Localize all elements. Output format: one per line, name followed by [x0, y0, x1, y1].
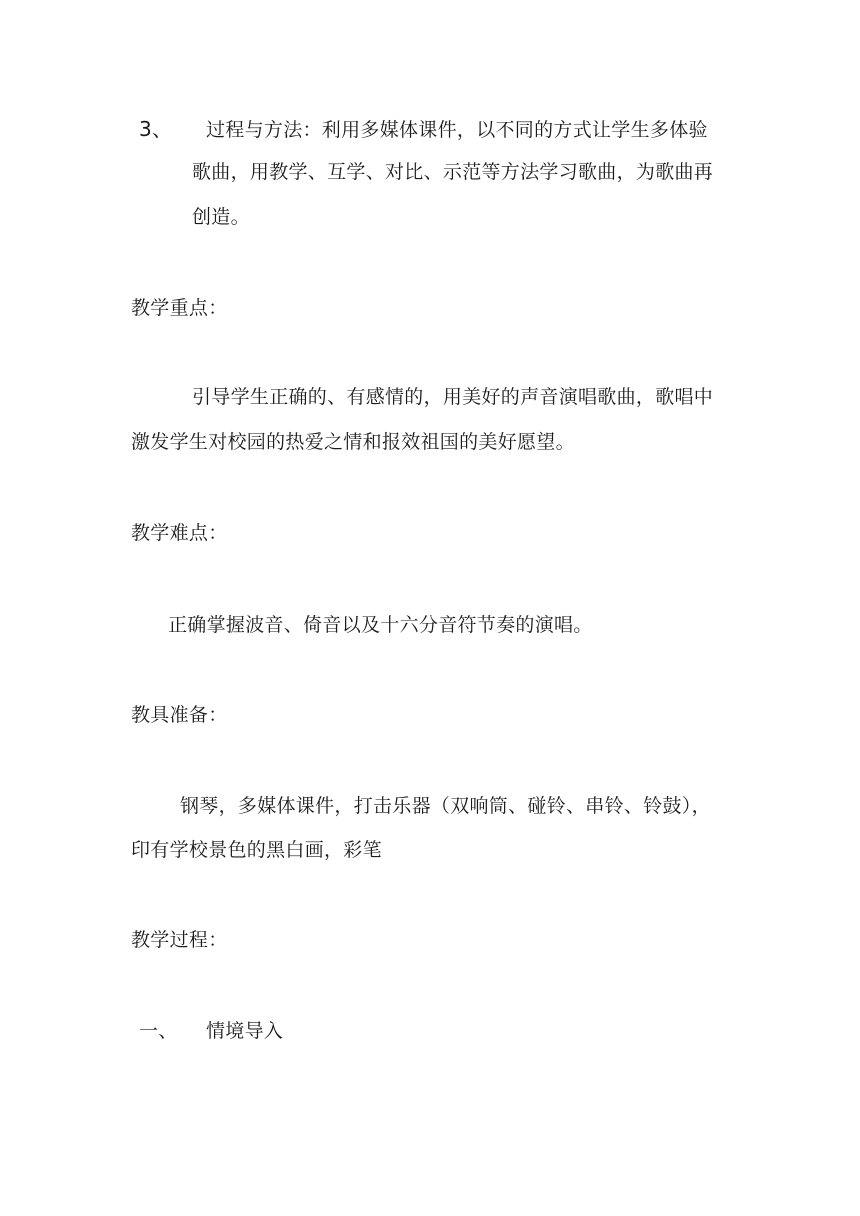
- key-points-line2: 激发学生对校园的热爱之情和报效祖国的美好愿望。: [131, 431, 575, 453]
- key-points-heading: 教学重点：: [131, 297, 228, 319]
- item3-line1: 过程与方法：利用多媒体课件，以不同的方式让学生多体验: [206, 119, 708, 141]
- materials-line2: 印有学校景色的黑白画，彩笔: [131, 839, 382, 861]
- process-heading: 教学过程：: [131, 929, 228, 951]
- item3-line2: 歌曲，用教学、互学、对比、示范等方法学习歌曲，为歌曲再: [192, 161, 714, 183]
- item-number: 3、: [139, 117, 173, 141]
- difficulties-line1: 正确掌握波音、倚音以及十六分音符节奏的演唱。: [168, 614, 593, 636]
- materials-heading: 教具准备：: [131, 704, 228, 726]
- item3-line3: 创造。: [192, 206, 250, 228]
- section1-title: 情境导入: [206, 1020, 284, 1042]
- section1-number: 一、: [139, 1020, 178, 1042]
- materials-line1: 钢琴，多媒体课件，打击乐器（双响筒、碰铃、串铃、铃鼓），: [180, 795, 711, 817]
- difficulties-heading: 教学难点：: [131, 522, 228, 544]
- key-points-line1: 引导学生正确的、有感情的，用美好的声音演唱歌曲，歌唱中: [192, 386, 714, 408]
